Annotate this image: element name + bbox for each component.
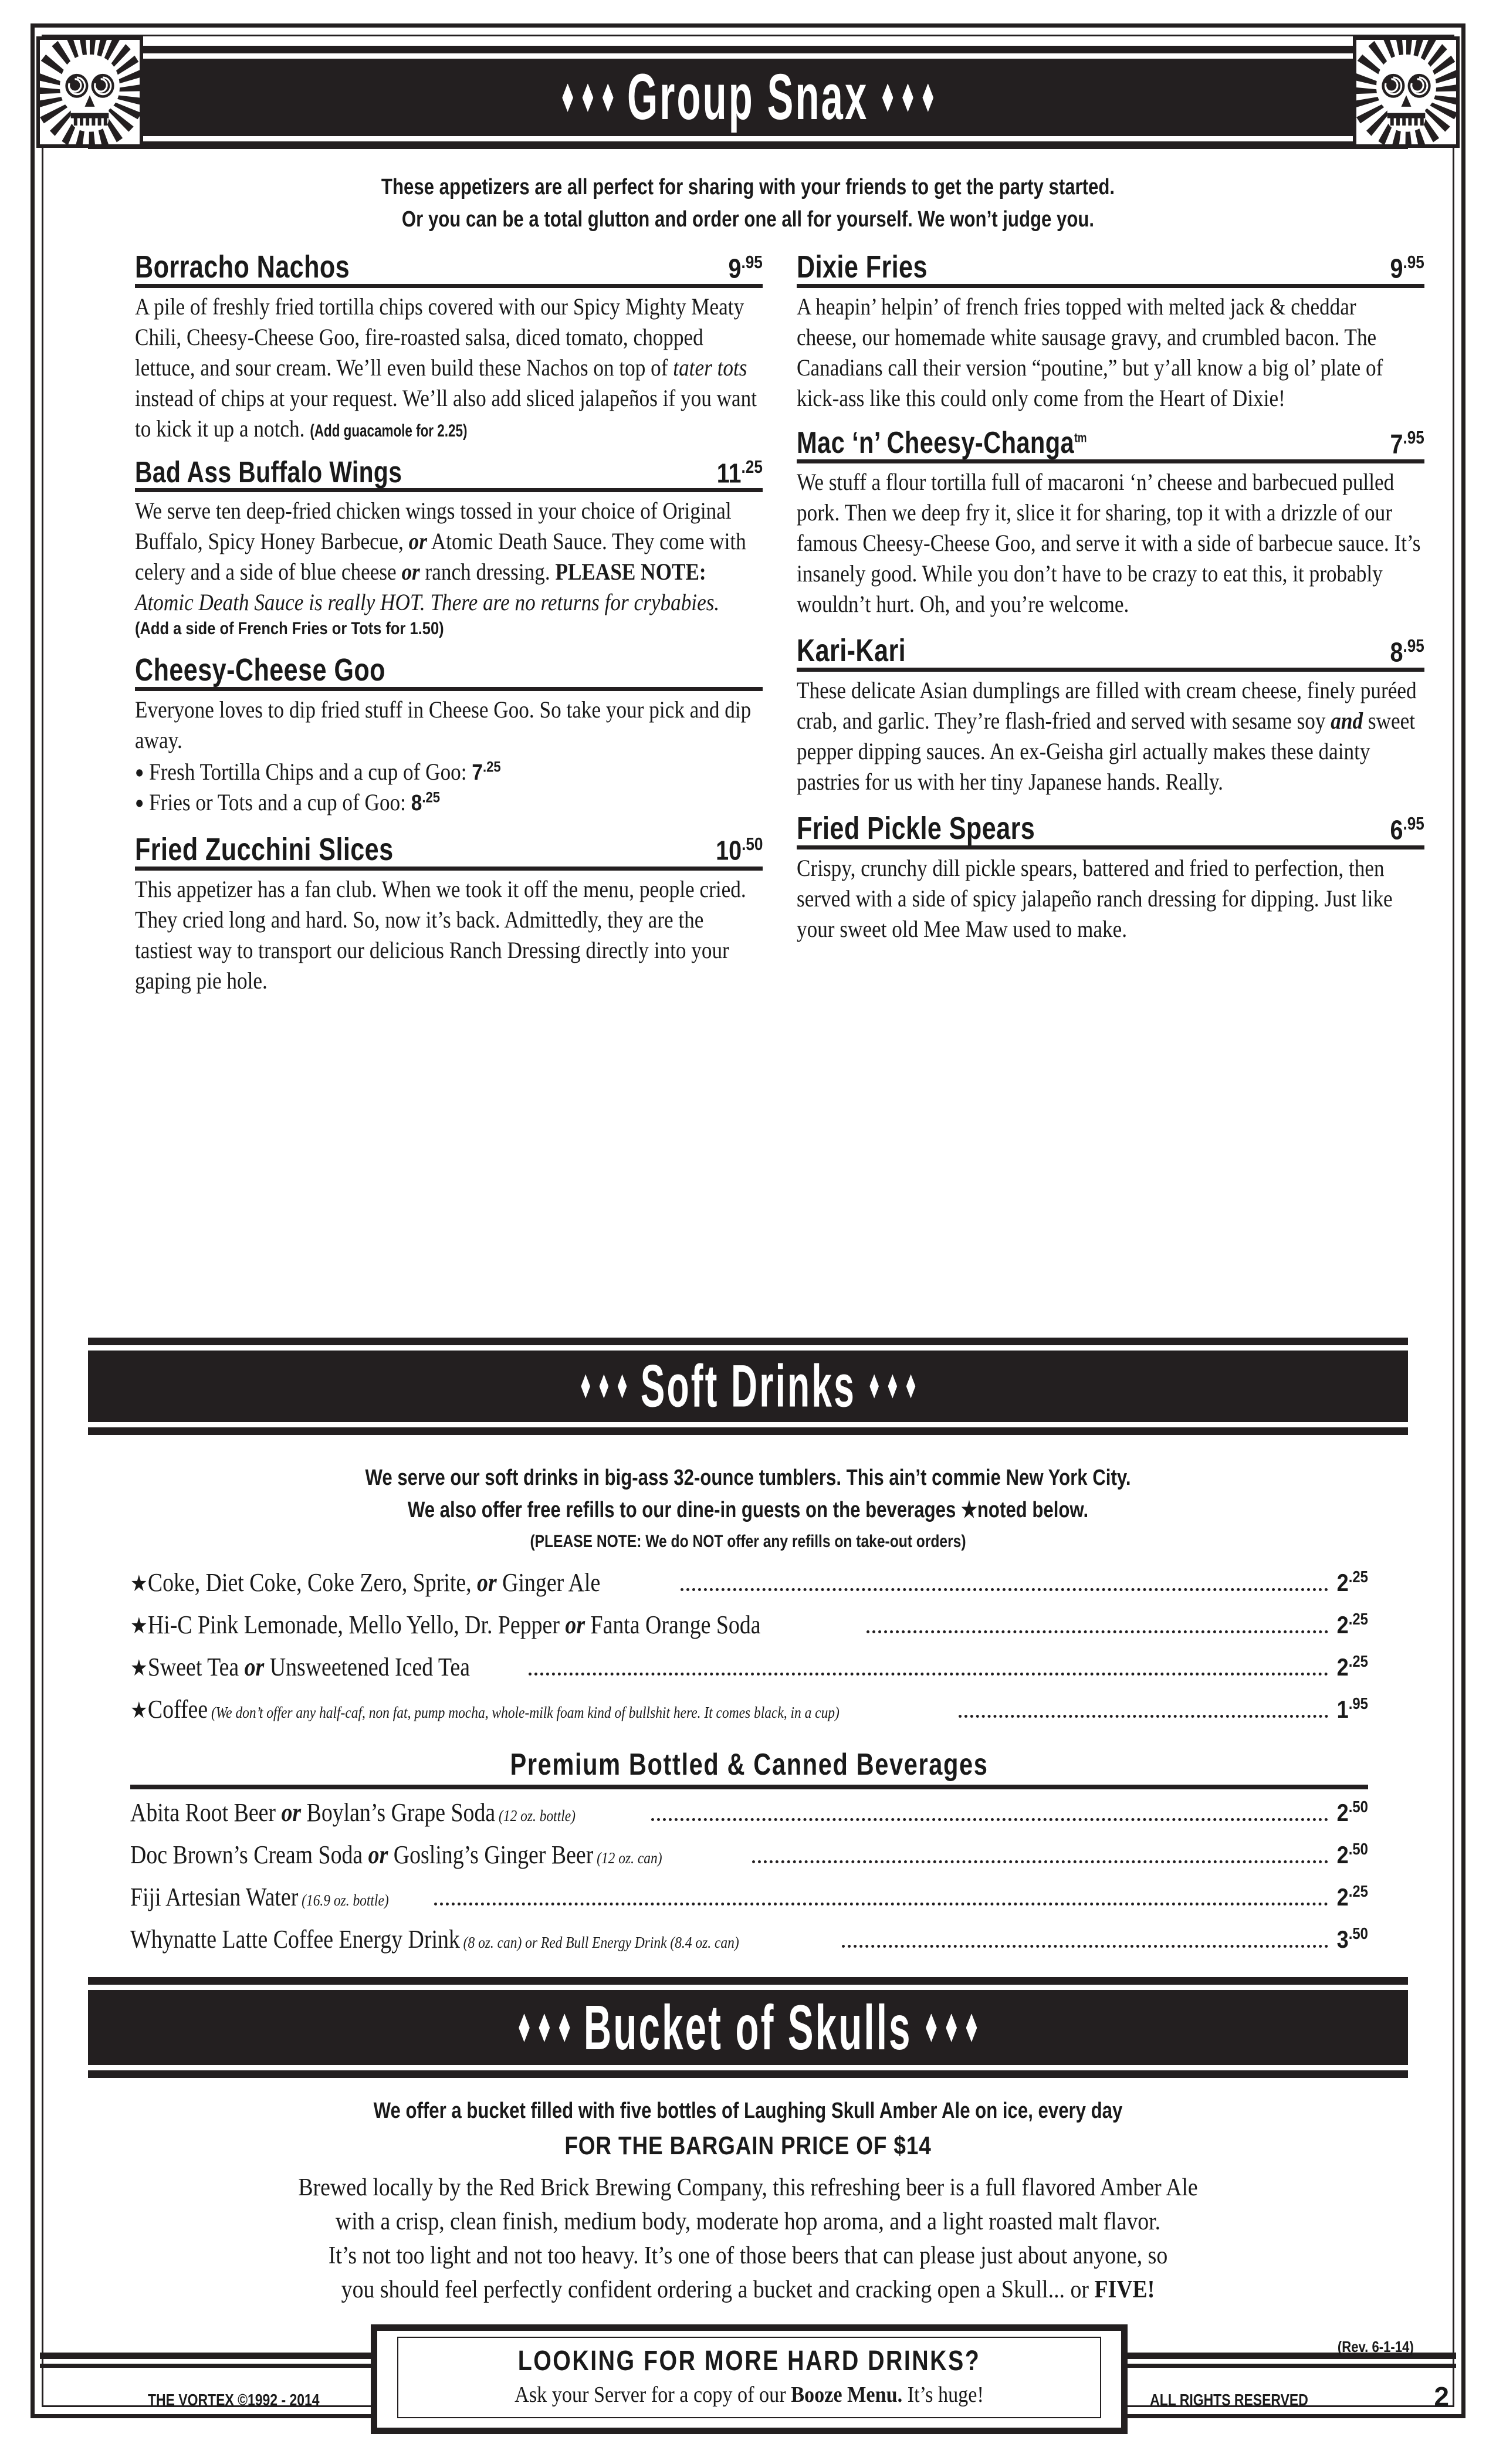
menu-item-fried-zucchini-slices[interactable] [135, 831, 763, 996]
page-number: 2 [1434, 2381, 1449, 2412]
menu-item-mac-n-cheesy-changa[interactable] [797, 428, 1424, 620]
soft-drinks-intro [135, 1462, 1362, 1555]
goo-options-list [135, 757, 763, 818]
revision-label: (Rev. 6-1-14) [1338, 2338, 1414, 2355]
drink-label: Whynatte Latte Coffee Energy Drink (8 oz. can) or Red Bull Energy Drink (8.4 oz. can) [130, 1925, 739, 1954]
dot-leader [842, 1945, 1329, 1948]
banner-rule [88, 2070, 1408, 2078]
drink-label: ★Hi-C Pink Lemonade, Mello Yello, Dr. Pepper or Fanta Orange Soda [130, 1610, 761, 1639]
booze-promo-subtitle: Ask your Server for a copy of our Booze Menu. It’s huge! [515, 2382, 984, 2407]
drink-label: ★Coffee (We don’t offer any half-caf, non fat, pump mocha, whole-milk foam kind of bullshit here. It comes black, in a cup) [130, 1695, 840, 1724]
drink-price: $2^{.25}$ [1336, 1568, 1368, 1596]
menu-item-kari-kari[interactable] [797, 635, 1424, 797]
skull-logo-right [1353, 36, 1460, 148]
dot-leader [529, 1673, 1328, 1676]
drink-row[interactable] [130, 1610, 1368, 1640]
item-description: We stuff a flour tortilla full of macaroni ‘n’ cheese and barbecued pulled pork. Then we deep fry it, slice it for sharing, top it with a drizzle of our famous Cheesy-Cheese Goo, and serve it with a side of barbecue sauce. It’s insanely good. While you don’t have to be crazy to eat this, it probably wouldn’t hurt. Oh, and you’re welcome. [797, 469, 1421, 617]
copyright-left: THE VORTEX ©1992 - 2014 [148, 2391, 320, 2409]
drink-price: $2^{.50}$ [1336, 1798, 1368, 1826]
refill-note: (PLEASE NOTE: We do NOT offer any refills on take-out orders) [530, 1532, 966, 1552]
group-snax-title-row [563, 60, 934, 135]
banner-rule [88, 1427, 1408, 1435]
drink-row[interactable] [130, 1652, 1368, 1683]
item-name: Fried Pickle Spears [797, 811, 1035, 846]
booze-promo-title: LOOKING FOR MORE HARD DRINKS? [517, 2345, 981, 2377]
banner-bar [88, 1351, 1408, 1422]
item-description: A heapin’ helpin’ of french fries topped with melted jack & cheddar cheese, our homemade white sausage gravy, and crumbled bacon. The Canadians call their version “poutine,” but y’all know a big ol’ plate of kick-ass like this could only come from the Heart of Dixie! [797, 293, 1383, 411]
item-header [797, 251, 1424, 288]
appetizer-columns [135, 251, 1424, 1002]
drink-label: ★Sweet Tea or Unsweetened Iced Tea [130, 1653, 470, 1681]
item-description: We serve ten deep-fried chicken wings tossed in your choice of Original Buffalo, Spicy Honey Barbecue, or Atomic Death Sauce. They come with celery and a side of blue cheese or ranch dressing. PLEASE NOTE: Atomic Death Sauce is really HOT. There are no returns for crybabies. [135, 497, 746, 615]
dot-leader [959, 1715, 1328, 1718]
menu-item-fried-pickle-spears[interactable] [797, 813, 1424, 945]
diamond-ornament-right [882, 83, 933, 112]
item-price: $9^{.95}$ [728, 252, 763, 283]
fountain-drinks-list [130, 1568, 1368, 1737]
item-price: $7^{.95}$ [1390, 428, 1424, 459]
item-header [135, 654, 763, 691]
add-on-note: (Add guacamole for 2.25) [310, 421, 468, 441]
item-price: $11^{.25}$ [716, 457, 763, 488]
banner-bar [88, 1990, 1408, 2065]
drink-note: (8 oz. can) or Red Bull Energy Drink (8.4 oz. can) [459, 1934, 739, 1951]
item-price: $10^{.50}$ [715, 835, 763, 866]
drink-label: Abita Root Beer or Boylan’s Grape Soda (12 oz. bottle) [130, 1798, 576, 1827]
soft-drinks-title-row [581, 1352, 915, 1421]
soft-drinks-banner [88, 1338, 1408, 1435]
item-header [797, 635, 1424, 672]
drink-row[interactable] [130, 1882, 1368, 1913]
item-header [797, 813, 1424, 849]
item-header [135, 251, 763, 288]
drink-price: $2^{.25}$ [1336, 1652, 1368, 1681]
drink-price: $2^{.25}$ [1336, 1610, 1368, 1639]
appetizer-column-left [135, 251, 763, 1002]
item-header [797, 428, 1424, 463]
diamond-ornament-right [869, 1375, 915, 1399]
intro-line-1: These appetizers are all perfect for sharing with your friends to get the party started. [381, 175, 1115, 199]
section-title: Soft Drinks [640, 1352, 856, 1420]
banner-bar [88, 59, 1408, 136]
drink-row[interactable] [130, 1568, 1368, 1598]
refill-star-icon: ★ [130, 1656, 148, 1681]
add-on-note: (Add a side of French Fries or Tots for 1.50) [135, 619, 444, 638]
bucket-desc-line-3: It’s not too light and not too heavy. It’s one of those beers that can please just about anyone, so [328, 2242, 1168, 2270]
item-price: $9^{.95}$ [1390, 252, 1424, 283]
intro-line-2: Or you can be a total glutton and order one all for yourself. We won’t judge you. [401, 207, 1095, 232]
refill-star-icon: ★ [130, 1698, 148, 1723]
bucket-of-skulls-banner [88, 1977, 1408, 2078]
banner-rule [88, 141, 1408, 149]
appetizer-column-right [797, 251, 1424, 1002]
item-name: Mac ‘n’ Cheesy-Changa$^{tm}$ [797, 426, 1087, 460]
diamond-ornament-right [926, 2013, 977, 2042]
trademark-mark: tm [1074, 430, 1087, 445]
drink-note: (We don’t offer any half-caf, non fat, pump mocha, whole-milk foam kind of bullshit here. It comes black, in a cup) [208, 1704, 840, 1721]
bucket-desc-line-2: with a crisp, clean finish, medium body, moderate hop aroma, and a light roasted malt flavor. [335, 2208, 1161, 2236]
bucket-desc-line-1: Brewed locally by the Red Brick Brewing Company, this refreshing beer is a full flavored Amber Ale [298, 2174, 1198, 2202]
item-header [135, 457, 763, 492]
banner-rule [88, 46, 1408, 53]
item-price: $8^{.95}$ [1390, 636, 1424, 667]
section-title: Bucket of Skulls [584, 1992, 912, 2063]
drink-note: (16.9 oz. bottle) [298, 1891, 389, 1909]
item-name: Dixie Fries [797, 249, 928, 285]
drink-price: $2^{.50}$ [1336, 1840, 1368, 1869]
refill-star-icon: ★ [130, 1571, 148, 1596]
intro-line-2: We also offer free refills to our dine-in guests on the beverages ★noted below. [407, 1498, 1089, 1523]
menu-item-cheesy-cheese-goo[interactable] [135, 654, 763, 818]
dot-leader [681, 1588, 1328, 1591]
item-header [135, 831, 763, 871]
dot-leader [434, 1903, 1328, 1905]
copyright-right: ALL RIGHTS RESERVED [1150, 2391, 1308, 2409]
item-description: This appetizer has a fan club. When we took it off the menu, people cried. They cried long and hard. So, now it’s back. Admittedly, they are the tastiest way to transport our delicious Ranch Dressing directly into your gaping pie hole. [135, 875, 746, 994]
intro-line-1: We serve our soft drinks in big-ass 32-ounce tumblers. This ain’t commie New York City. [365, 1465, 1131, 1490]
bucket-title-row [519, 1991, 977, 2064]
dot-leader [651, 1818, 1328, 1821]
item-description: Crispy, crunchy dill pickle spears, battered and fried to perfection, then served with a side of spicy jalapeño ranch dressing for dipping. Just like your sweet old Mee Maw used to make. [797, 855, 1393, 942]
drink-row[interactable] [130, 1924, 1368, 1955]
bucket-of-skulls-body [117, 2096, 1379, 2307]
option-price: $7^{.25}$ [472, 759, 501, 785]
drink-label: Fiji Artesian Water (16.9 oz. bottle) [130, 1883, 389, 1911]
drink-label: ★Coke, Diet Coke, Coke Zero, Sprite, or Ginger Ale [130, 1568, 601, 1597]
drink-price: $1^{.95}$ [1336, 1694, 1368, 1723]
menu-item-borracho-nachos[interactable] [135, 251, 763, 444]
list-item: ● Fries or Tots and a cup of Goo: $8^{.25}$ [135, 789, 441, 816]
drink-row[interactable] [130, 1694, 1368, 1725]
diamond-ornament-left [581, 1375, 627, 1399]
item-description: A pile of freshly fried tortilla chips covered with our Spicy Mighty Meaty Chili, Cheesy-Cheese Goo, fire-roasted salsa, diced tomato, chopped lettuce, and sour cream. We’ll even build these Nachos on top of tater tots instead of chips at your request. We’ll also add sliced jalapeños if you want to kick it up a notch. (Add guacamole for 2.25) [135, 293, 757, 442]
banner-rule [88, 1977, 1408, 1985]
dot-leader [867, 1630, 1328, 1633]
drink-price: $2^{.25}$ [1336, 1882, 1368, 1911]
drink-price: $3^{.50}$ [1336, 1924, 1368, 1953]
menu-item-bad-ass-buffalo-wings[interactable] [135, 457, 763, 639]
booze-menu-promo[interactable] [371, 2324, 1128, 2434]
diamond-ornament-left [563, 83, 614, 112]
item-price: $6^{.95}$ [1390, 814, 1424, 845]
premium-beverages-block [130, 1741, 1368, 1967]
diamond-ornament-left [519, 2013, 570, 2042]
item-name: Fried Zucchini Slices [135, 831, 394, 867]
bucket-description [181, 2171, 1316, 2307]
subhead-rule [130, 1785, 1368, 1789]
premium-subhead: Premium Bottled & Canned Beverages [510, 1748, 989, 1782]
bucket-desc-line-4: you should feel perfectly confident ordering a bucket and cracking open a Skull... or FIVE! [341, 2276, 1155, 2304]
drink-label: Doc Brown’s Cream Soda or Gosling’s Ginger Beer (12 oz. can) [130, 1840, 662, 1869]
item-description: These delicate Asian dumplings are filled with cream cheese, finely puréed crab, and garlic. They’re flash-fried and served with sesame soy and sweet pepper dipping sauces. An ex-Geisha girl actually makes these dainty pastries for us with her tiny Japanese hands. Really. [797, 677, 1417, 795]
item-name: Borracho Nachos [135, 249, 350, 285]
booze-promo-inner [397, 2337, 1101, 2418]
drink-row[interactable] [130, 1798, 1368, 1828]
skull-logo-left [36, 36, 143, 148]
bucket-lead-text: We offer a bucket filled with five bottles of Laughing Skull Amber Ale on ice, every day [373, 2099, 1123, 2123]
item-description: Everyone loves to dip fried stuff in Cheese Goo. So take your pick and dip away. [135, 696, 752, 753]
group-snax-banner [88, 46, 1408, 149]
dot-leader [752, 1860, 1328, 1863]
list-item: ● Fresh Tortilla Chips and a cup of Goo: $7^{.25}$ [135, 759, 501, 785]
option-price: $8^{.25}$ [411, 789, 441, 816]
section-title: Group Snax [627, 60, 869, 133]
refill-star-icon: ★ [130, 1613, 148, 1639]
item-name: Bad Ass Buffalo Wings [135, 455, 402, 489]
group-snax-intro [135, 171, 1362, 236]
drink-note: (12 oz. can) [593, 1849, 662, 1867]
drink-row[interactable] [130, 1840, 1368, 1870]
menu-item-dixie-fries[interactable] [797, 251, 1424, 414]
item-name: Kari-Kari [797, 633, 906, 668]
bucket-price-text: FOR THE BARGAIN PRICE OF $14 [564, 2131, 932, 2161]
drink-note: (12 oz. bottle) [495, 1807, 576, 1825]
banner-rule [88, 1338, 1408, 1345]
item-name: Cheesy-Cheese Goo [135, 652, 385, 688]
